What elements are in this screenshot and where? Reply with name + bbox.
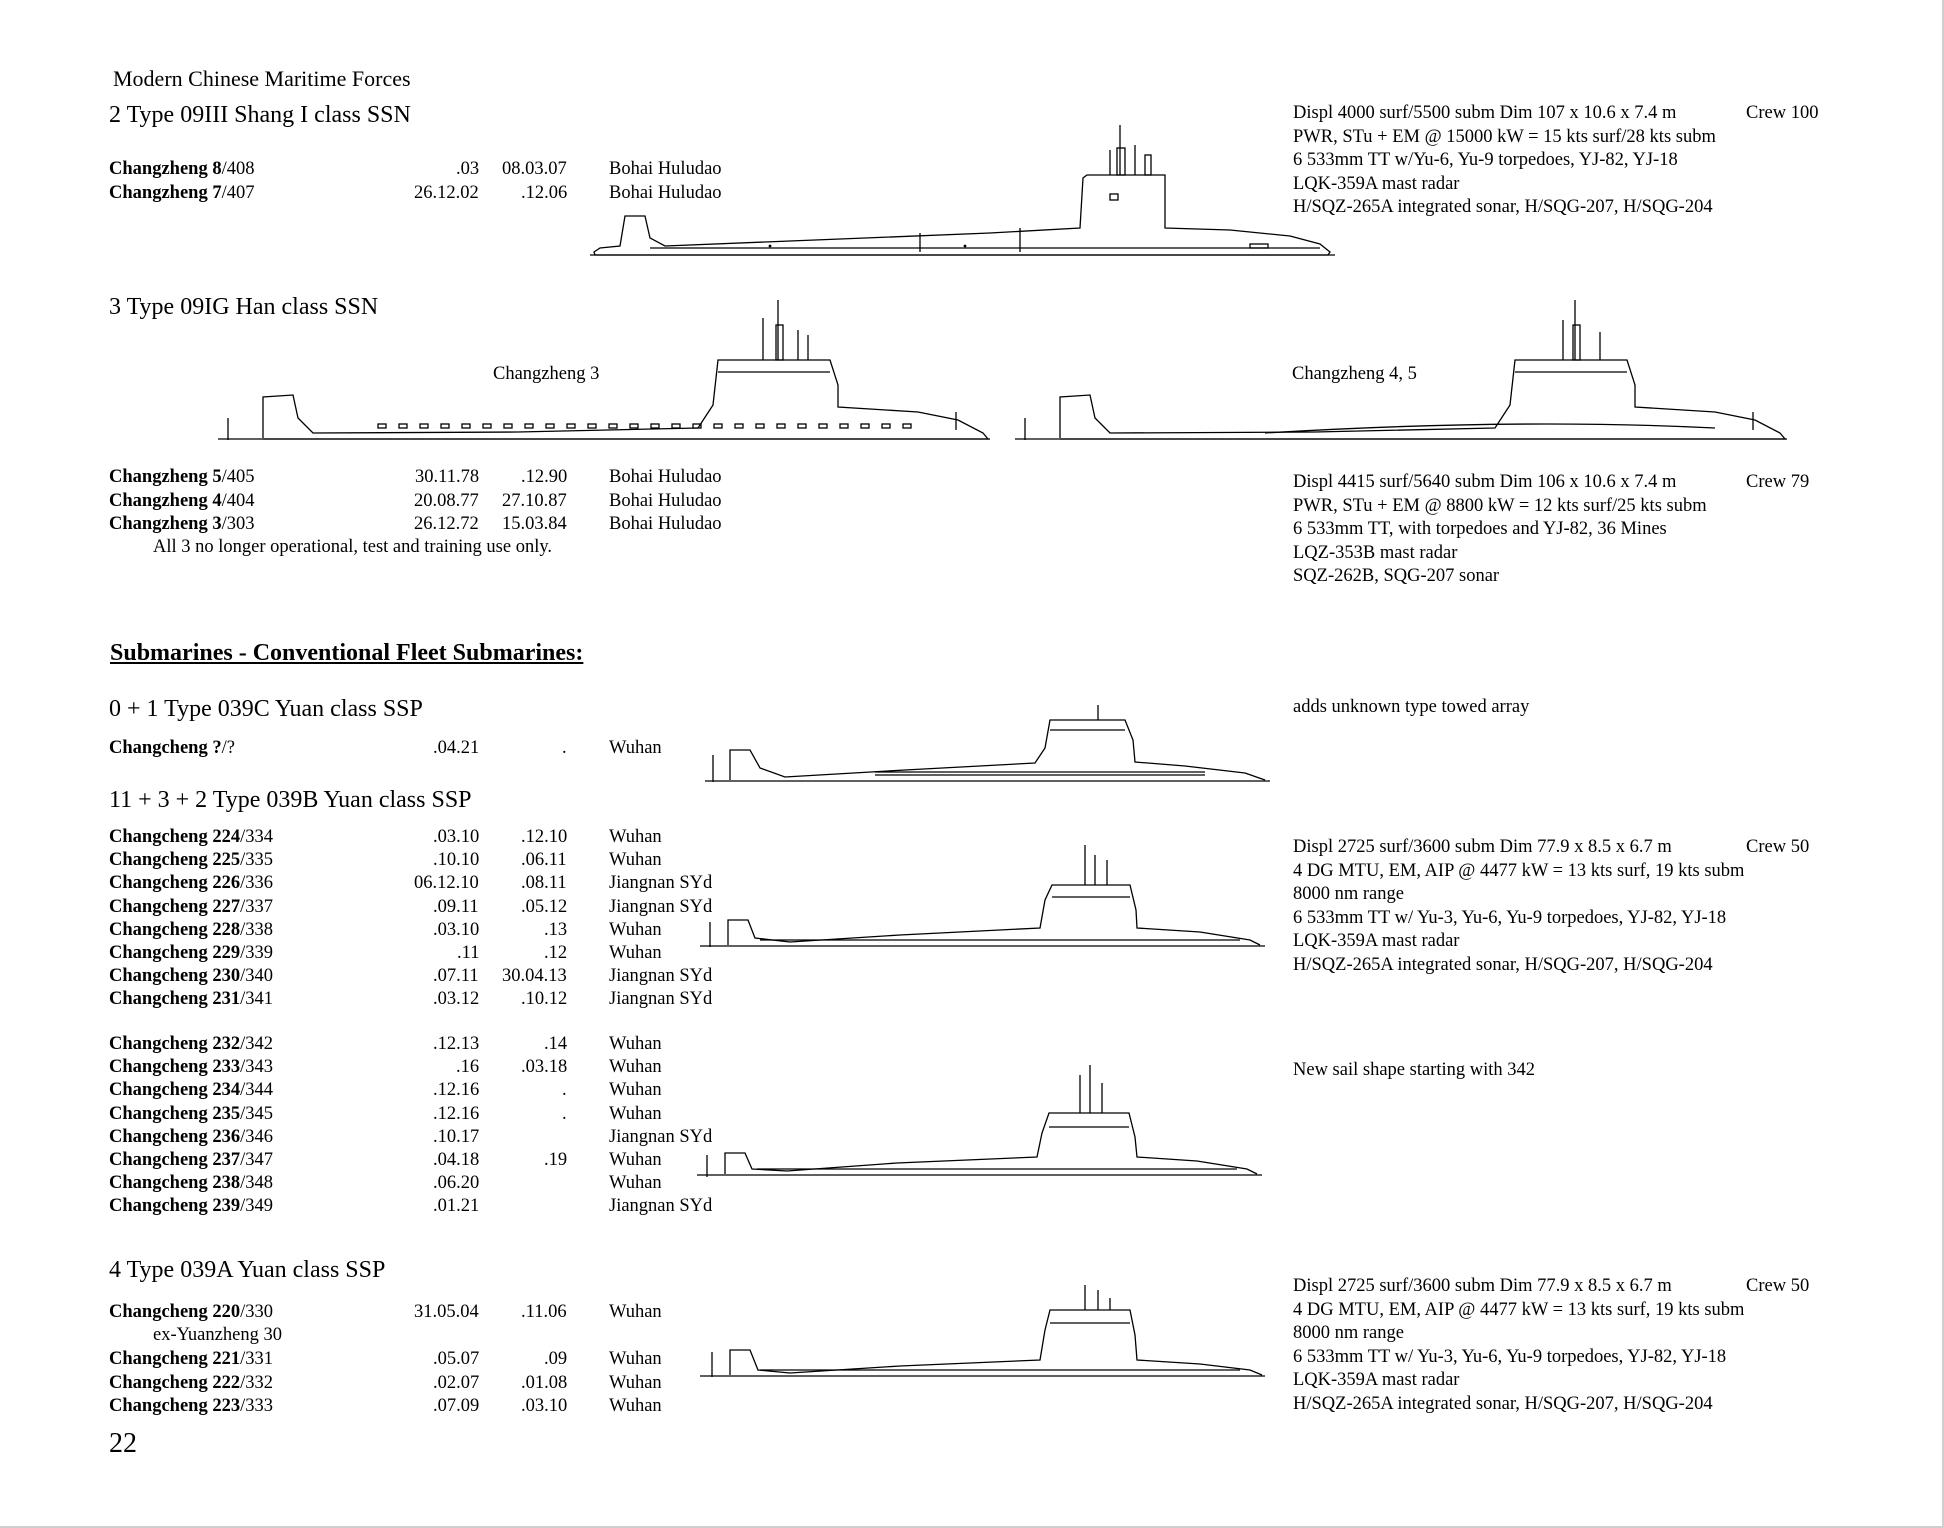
hull-flood-hole <box>483 424 491 428</box>
laid-down-date: 31.05.04 <box>414 1302 479 1322</box>
shipyard: Wuhan <box>609 738 662 758</box>
ship-name: Changcheng 234/344 <box>109 1080 273 1101</box>
ship-name: Changcheng 226/336 <box>109 873 273 894</box>
laid-down-date: .03 <box>456 159 480 179</box>
spec-line: 8000 nm range <box>1293 884 1404 904</box>
hull-flood-hole <box>756 424 764 428</box>
ship-name: Changcheng 237/347 <box>109 1150 273 1170</box>
laid-down-date: .12.16 <box>433 1080 480 1101</box>
shipyard: Wuhan <box>609 943 662 963</box>
commissioned-date: .12.06 <box>521 182 568 203</box>
hull-flood-hole <box>420 424 428 428</box>
yuan039b-crew: Crew 50 <box>1746 837 1810 857</box>
laid-down-date: 20.08.77 <box>414 490 479 511</box>
commissioned-date: 27.10.87 <box>502 490 567 511</box>
spec-line: Displ 2725 surf/3600 subm Dim 77.9 x 8.5 x 6.7 m <box>1293 1276 1672 1296</box>
spec-line: 6 533mm TT w/Yu-6, Yu-9 torpedoes, YJ-82, YJ-18 <box>1293 150 1678 170</box>
commissioned-date: .13 <box>544 919 568 940</box>
page-number: 22 <box>109 1428 137 1459</box>
shipyard: Wuhan <box>609 1302 662 1322</box>
shipyard: Bohai Huludao <box>609 467 722 487</box>
hull-flood-hole <box>735 424 743 428</box>
ship-name: Changcheng 229/339 <box>109 943 273 963</box>
commissioned-date: .03.10 <box>521 1396 568 1416</box>
ship-name: Changcheng 222/332 <box>109 1372 273 1393</box>
shipyard: Bohai Huludao <box>609 514 722 534</box>
spec-line: H/SQZ-265A integrated sonar, H/SQG-207, H/SQG-204 <box>1293 197 1713 217</box>
commissioned-date: .12 <box>544 943 568 963</box>
commissioned-date: . <box>562 1080 567 1101</box>
laid-down-date: .03.12 <box>433 989 480 1010</box>
shipyard: Wuhan <box>609 919 662 940</box>
yuan039c-submarine-drawing <box>705 700 1270 785</box>
spec-line: LQK-359A mast radar <box>1293 1370 1460 1390</box>
yuan039c-class-title: 0 + 1 Type 039C Yuan class SSP <box>109 696 423 722</box>
shipyard: Wuhan <box>609 1150 662 1170</box>
ship-name: Changzheng 3/303 <box>109 514 255 534</box>
han-caption-right: Changzheng 4, 5 <box>1292 364 1417 384</box>
commissioned-date: . <box>562 738 567 758</box>
ship-name: Changcheng 239/349 <box>109 1196 273 1217</box>
hull-flood-hole <box>777 424 785 428</box>
spec-line: Displ 4000 surf/5500 subm Dim 107 x 10.6 x 7.4 m <box>1293 103 1677 123</box>
commissioned-date: 30.04.13 <box>502 966 567 987</box>
shipyard: Wuhan <box>609 850 662 871</box>
hull-flood-hole <box>630 424 638 428</box>
ship-name: Changcheng 231/341 <box>109 989 273 1010</box>
shipyard: Jiangnan SYd <box>609 896 713 917</box>
laid-down-date: .03.10 <box>433 919 480 940</box>
ship-name: Changcheng 232/342 <box>109 1034 273 1054</box>
laid-down-date: .04.18 <box>433 1150 480 1170</box>
spec-line: 6 533mm TT, with torpedoes and YJ-82, 36 Mines <box>1293 519 1667 539</box>
han-caption-left: Changzheng 3 <box>493 364 600 384</box>
yuan039a-ex-name: ex-Yuanzheng 30 <box>153 1325 282 1345</box>
hull-flood-hole <box>672 424 680 428</box>
yuan039a-class-title: 4 Type 039A Yuan class SSP <box>109 1257 386 1283</box>
shipyard: Jiangnan SYd <box>609 966 713 987</box>
hull-flood-hole <box>714 424 722 428</box>
shipyard: Wuhan <box>609 1349 662 1369</box>
shipyard: Wuhan <box>609 1034 662 1054</box>
spec-line: SQZ-262B, SQG-207 sonar <box>1293 566 1500 586</box>
ship-name: Changcheng ?/? <box>109 738 235 758</box>
commissioned-date: .12.90 <box>521 467 568 487</box>
han-note: All 3 no longer operational, test and training use only. <box>153 537 553 557</box>
spec-line: 4 DG MTU, EM, AIP @ 4477 kW = 13 kts surf, 19 kts subm <box>1293 1299 1745 1320</box>
spec-line: PWR, STu + EM @ 8800 kW = 12 kts surf/25 kts subm <box>1293 495 1707 516</box>
hull-flood-hole <box>840 424 848 428</box>
spec-line: 6 533mm TT w/ Yu-3, Yu-6, Yu-9 torpedoes, YJ-82, YJ-18 <box>1293 1346 1727 1367</box>
spec-line: Displ 4415 surf/5640 subm Dim 106 x 10.6 x 7.4 m <box>1293 472 1677 492</box>
ship-name: Changcheng 230/340 <box>109 966 273 987</box>
shipyard: Wuhan <box>609 1057 662 1078</box>
laid-down-date: .07.09 <box>433 1396 480 1416</box>
section-title: Submarines - Conventional Fleet Submarines: <box>110 640 584 666</box>
han-submarine-drawing-left <box>218 300 990 445</box>
laid-down-date: .09.11 <box>433 896 479 917</box>
shipyard: Wuhan <box>609 1396 662 1416</box>
spec-line: 6 533mm TT w/ Yu-3, Yu-6, Yu-9 torpedoes, YJ-82, YJ-18 <box>1293 907 1727 928</box>
shipyard: Jiangnan SYd <box>609 989 713 1010</box>
shang-class-title: 2 Type 09III Shang I class SSN <box>109 102 411 128</box>
commissioned-date: .12.10 <box>521 827 568 847</box>
commissioned-date: .08.11 <box>521 873 567 894</box>
yuan039b-submarine-drawing <box>700 840 1265 950</box>
hull-flood-hole <box>798 424 806 428</box>
commissioned-date: 15.03.84 <box>502 514 567 534</box>
commissioned-date: .14 <box>544 1034 568 1054</box>
hull-flood-hole <box>819 424 827 428</box>
ship-name: Changcheng 228/338 <box>109 919 273 940</box>
ship-name: Changcheng 235/345 <box>109 1103 273 1124</box>
hull-flood-hole <box>441 424 449 428</box>
commissioned-date: 08.03.07 <box>502 159 567 179</box>
yuan039b-new-sail-drawing <box>697 1065 1262 1180</box>
hull-flood-hole <box>504 424 512 428</box>
commissioned-date: . <box>562 1103 567 1124</box>
hull-flood-hole <box>651 424 659 428</box>
spec-line: Displ 2725 surf/3600 subm Dim 77.9 x 8.5 x 6.7 m <box>1293 837 1672 857</box>
hull-flood-hole <box>882 424 890 428</box>
commissioned-date: .03.18 <box>521 1057 568 1078</box>
shang-submarine-drawing <box>590 120 1335 260</box>
commissioned-date: .09 <box>544 1349 568 1369</box>
shipyard: Bohai Huludao <box>609 182 722 203</box>
spec-line: 8000 nm range <box>1293 1323 1404 1343</box>
spec-line: LQK-359A mast radar <box>1293 173 1460 194</box>
yuan039a-submarine-drawing <box>700 1280 1265 1380</box>
ship-name: Changcheng 220/330 <box>109 1302 273 1322</box>
laid-down-date: .02.07 <box>433 1372 480 1393</box>
ship-name: Changzheng 8/408 <box>109 159 255 179</box>
laid-down-date: .12.16 <box>433 1103 480 1124</box>
ship-name: Changcheng 233/343 <box>109 1057 273 1078</box>
laid-down-date: 06.12.10 <box>414 873 479 894</box>
ship-name: Changzheng 7/407 <box>109 182 255 203</box>
hull-flood-hole <box>462 424 470 428</box>
shipyard: Jiangnan SYd <box>609 1196 713 1217</box>
ship-name: Changcheng 236/346 <box>109 1126 273 1147</box>
laid-down-date: .11 <box>457 943 480 963</box>
laid-down-date: .16 <box>456 1057 480 1078</box>
hull-flood-hole <box>378 424 386 428</box>
shipyard: Jiangnan SYd <box>609 1126 713 1147</box>
hull-flood-hole <box>546 424 554 428</box>
spec-line: LQZ-353B mast radar <box>1293 542 1458 563</box>
ship-name: Changcheng 227/337 <box>109 896 273 917</box>
shipyard: Bohai Huludao <box>609 159 722 179</box>
laid-down-date: .10.17 <box>433 1126 480 1147</box>
spec-line: 4 DG MTU, EM, AIP @ 4477 kW = 13 kts surf, 19 kts subm <box>1293 860 1745 881</box>
shipyard: Jiangnan SYd <box>609 873 713 894</box>
commissioned-date: .05.12 <box>521 896 568 917</box>
shipyard: Wuhan <box>609 1103 662 1124</box>
ship-name: Changzheng 4/404 <box>109 490 255 511</box>
ship-name: Changcheng 223/333 <box>109 1396 273 1416</box>
spec-line: H/SQZ-265A integrated sonar, H/SQG-207, H/SQG-204 <box>1293 1393 1713 1414</box>
laid-down-date: .04.21 <box>433 738 480 758</box>
laid-down-date: 26.12.02 <box>414 182 479 203</box>
hull-flood-hole <box>399 424 407 428</box>
shipyard: Wuhan <box>609 1372 662 1393</box>
shipyard: Wuhan <box>609 1080 662 1101</box>
han-class-title: 3 Type 09IG Han class SSN <box>109 294 379 320</box>
laid-down-date: .12.13 <box>433 1034 480 1054</box>
hull-flood-hole <box>861 424 869 428</box>
ship-name: Changcheng 221/331 <box>109 1349 273 1369</box>
spec-line: H/SQZ-265A integrated sonar, H/SQG-207, H/SQG-204 <box>1293 954 1713 975</box>
laid-down-date: .10.10 <box>433 850 480 871</box>
shipyard: Wuhan <box>609 827 662 847</box>
ship-name: Changzheng 5/405 <box>109 467 255 487</box>
hull-flood-hole <box>903 424 911 428</box>
yuan039b-class-title: 11 + 3 + 2 Type 039B Yuan class SSP <box>109 787 472 813</box>
hull-flood-hole <box>525 424 533 428</box>
commissioned-date: .11.06 <box>521 1302 567 1322</box>
yuan039c-note: adds unknown type towed array <box>1293 697 1530 717</box>
hull-flood-hole <box>588 424 596 428</box>
hull-flood-hole <box>609 424 617 428</box>
commissioned-date: .19 <box>544 1150 568 1170</box>
ship-name: Changcheng 225/335 <box>109 850 273 871</box>
running-header: Modern Chinese Maritime Forces <box>113 66 411 91</box>
shang-crew: Crew 100 <box>1746 103 1819 123</box>
commissioned-date: .10.12 <box>521 989 568 1010</box>
han-crew: Crew 79 <box>1746 472 1810 492</box>
laid-down-date: .07.11 <box>433 966 479 987</box>
ship-name: Changcheng 224/334 <box>109 827 273 847</box>
commissioned-date: .06.11 <box>521 850 567 871</box>
hull-flood-hole <box>567 424 575 428</box>
laid-down-date: .03.10 <box>433 827 480 847</box>
spec-line: LQK-359A mast radar <box>1293 931 1460 951</box>
shipyard: Wuhan <box>609 1173 662 1194</box>
laid-down-date: 26.12.72 <box>414 514 479 534</box>
commissioned-date: .01.08 <box>521 1372 568 1393</box>
laid-down-date: 30.11.78 <box>415 467 480 487</box>
yuan039a-crew: Crew 50 <box>1746 1276 1810 1296</box>
han-submarine-drawing-right <box>1015 300 1787 445</box>
spec-line: PWR, STu + EM @ 15000 kW = 15 kts surf/28 kts subm <box>1293 126 1716 147</box>
laid-down-date: .06.20 <box>433 1173 480 1194</box>
yuan039b-note: New sail shape starting with 342 <box>1293 1060 1535 1080</box>
shipyard: Bohai Huludao <box>609 490 722 511</box>
laid-down-date: .01.21 <box>433 1196 480 1217</box>
laid-down-date: .05.07 <box>433 1349 480 1369</box>
ship-name: Changcheng 238/348 <box>109 1173 273 1194</box>
